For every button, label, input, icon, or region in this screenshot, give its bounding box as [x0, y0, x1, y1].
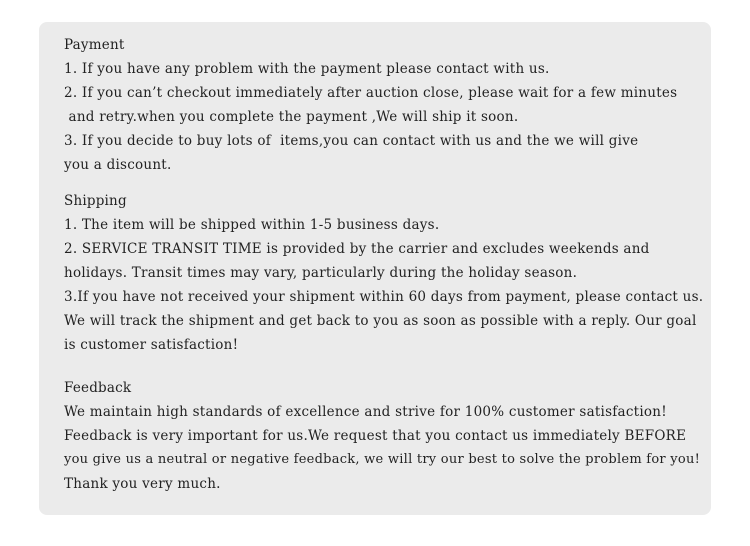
- feedback-line: Feedback is very important for us.We request that you contact us immediately BEFORE: [64, 428, 687, 444]
- payment-line: 1. If you have any problem with the payment please contact with us.: [64, 61, 550, 77]
- shipping-line: We will track the shipment and get back to you as soon as possible with a reply. Our goal: [64, 313, 697, 329]
- shipping-line: 3.If you have not received your shipment within 60 days from payment, please contact us.: [64, 289, 704, 305]
- payment-line: 2. If you can’t checkout immediately after auction close, please wait for a few minutes: [64, 85, 678, 101]
- policy-panel: [39, 22, 711, 515]
- payment-line: 3. If you decide to buy lots of items,you can contact with us and the we will give: [64, 133, 639, 149]
- feedback-section: [64, 376, 704, 496]
- shipping-line: 2. SERVICE TRANSIT TIME is provided by the carrier and excludes weekends and: [64, 241, 650, 257]
- shipping-section: [64, 189, 704, 357]
- feedback-line: Thank you very much.: [64, 476, 221, 492]
- payment-heading: Payment: [64, 37, 125, 53]
- feedback-line: We maintain high standards of excellence and strive for 100% customer satisfaction!: [64, 404, 667, 420]
- payment-section: [64, 33, 704, 177]
- shipping-line: 1. The item will be shipped within 1-5 business days.: [64, 217, 440, 233]
- shipping-line: holidays. Transit times may vary, particularly during the holiday season.: [64, 265, 578, 281]
- shipping-line: is customer satisfaction!: [64, 337, 239, 353]
- feedback-line: you give us a neutral or negative feedback, we will try our best to solve the problem for you!: [64, 452, 701, 467]
- feedback-heading: Feedback: [64, 380, 132, 396]
- payment-line: you a discount.: [64, 157, 172, 173]
- shipping-heading: Shipping: [64, 193, 127, 209]
- payment-line: and retry.when you complete the payment ,We will ship it soon.: [64, 109, 519, 125]
